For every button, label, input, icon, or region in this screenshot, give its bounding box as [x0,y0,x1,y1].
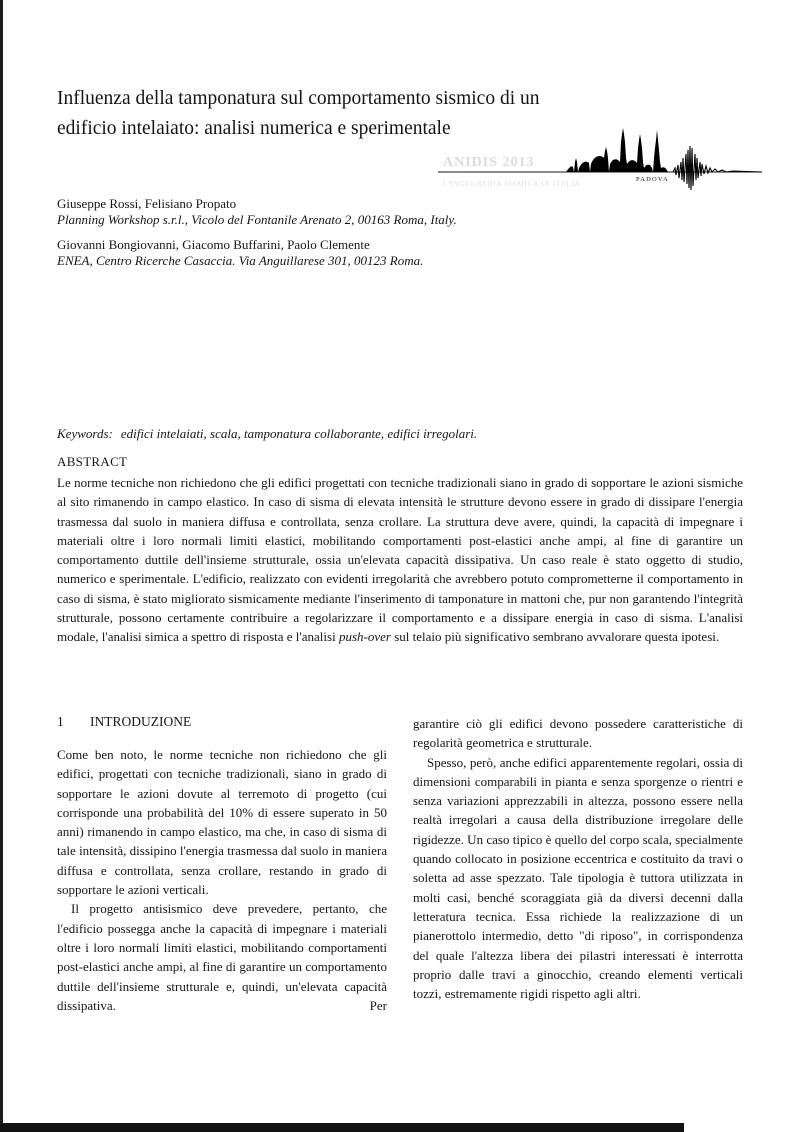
section-number: 1 [57,714,64,729]
abstract-section [57,454,743,647]
keywords-line [57,426,743,442]
keywords-text: edifici intelaiati, scala, tamponatura collaborante, edifici irregolari. [120,426,478,441]
padova-skyline-icon [566,128,668,172]
logo-watermark-line1: ANIDIS 2013 [443,155,535,170]
abstract-body [57,473,743,647]
author-affiliation-1: Planning Workshop s.r.l., Vicolo del Fontanile Arenato 2, 00163 Roma, Italy. [57,212,457,227]
intro-paragraph-3: Spesso, però, anche edifici apparentemente regolari, ossia di dimensioni comparabili in pianta e senza sporgenze o rientri e senza variazioni apprezzabili in altezza, possono essere nella realtà irregolari a causa della distribuzione irregolare delle rigidezze. Un caso tipico è quello del corpo scala, specialmente quando collocato in posizione eccentrica e costituito da travi o soletta ad asse spezzato. Tale tipologia è tuttora utilizzata in molti casi, benché scoraggiata già da diversi decenni dalla letteratura tecnica. Essa richiede la realizzazione di un pianerottolo intermedio, detto "di riposo", in corrispondenza del quale l'altezza libera dei pilastri interessati è interrotta proprio dalle travi a ginocchio, creando elementi verticali tozzi, estremamente rigidi rispetto agli altri. [413,754,743,1002]
author-names-2: Giovanni Bongiovanni, Giacomo Buffarini, Paolo Clemente [57,237,370,252]
logo-watermark-line2: L'INGEGNERIA SISMICA IN ITALIA [443,179,581,188]
keywords-label: Keywords: [57,426,113,441]
introduction-heading [57,714,387,730]
intro-paragraph-2: Il progetto antisismico deve prevedere, pertanto, che l'edificio possegga anche la capacità di impegnare i materiali oltre i loro normali limiti elastici, mobilitando comportamenti post-elastici anche ampi, al fine di garantire un comportamento duttile dell'insieme strutturale e, quindi, un'elevata capacità dissipativa. Per [57,901,387,1013]
two-column-body [57,714,743,1015]
logo-city-label: PADOVA [636,176,669,183]
scan-edge-left [0,0,3,1132]
intro-paragraph-1: Come ben noto, le norme tecniche non richiedono che gli edifici, progettati con tecniche tradizionali, siano in grado di sopportare le azioni dovute al terremoto di progetto (cui corrisponde una probabilità del 10% di essere superato in 50 anni) rimanendo in campo elastico, ma che, in caso di sisma di tale intensità, dissipino l'energia trasmessa dal suolo in maniera diffusa e controllata, senza crollare, restando in grado di sopportare le azioni verticali. [57,747,387,898]
author-affiliation-2: ENEA, Centro Ricerche Casaccia. Via Anguillarese 301, 00123 Roma. [57,253,424,268]
section-title: INTRODUZIONE [90,714,192,729]
column-left [57,714,387,1015]
abstract-heading: ABSTRACT [57,454,128,469]
intro-paragraph-2-continued: garantire ciò gli edifici devono possedere caratteristiche di regolarità geometrica e strutturale. [413,716,743,751]
seismograph-trace-icon [673,146,762,190]
scan-edge-bottom [0,1123,684,1132]
author-group-1 [57,196,657,228]
anidis-padova-logo [438,118,762,200]
column-right [413,714,743,1015]
abstract-text-part1: Le norme tecniche non richiedono che gli edifici progettati con tecniche tradizionali siano in grado di sopportare le azioni sismiche al sito rimanendo in campo elastico. In caso di sisma di elevata intensità le strutture devono essere in grado di dissipare l'energia trasmessa dal suolo in maniera diffusa e controllata, senza crollare. La struttura deve avere, quindi, la capacità di impegnare i materiali oltre i loro normali limiti elastici, mobilitando comportamenti post-elastici anche ampi, al fine di garantire un comportamento duttile dell'insieme strutturale, ossia un'elevata capacità dissipativa. Un caso reale è stato oggetto di studio, numerico e sperimentale. L'edificio, realizzato con evidenti irregolarità che avrebbero potuto comprometterne il comportamento in caso di sisma, è stato migliorato sismicamente mediante l'inserimento di tamponature in mattoni che, pur non garantendo l'integrità strutturale, possono certamente contribuire a regolarizzare il comportamento e a dissipare energia in caso di sisma. L'analisi modale, l'analisi simica a spettro di risposta e l'analisi [57,475,743,645]
abstract-italic-term: push-over [338,629,391,645]
author-names-1: Giuseppe Rossi, Felisiano Propato [57,196,237,211]
authors-block [57,196,657,278]
paper-title-line2: edificio intelaiato: analisi numerica e sperimentale [57,118,451,139]
paper-title-line1: Influenza della tamponatura sul comportamento sismico di un [57,88,540,109]
abstract-text-part2: sul telaio più significativo sembrano avvalorare questa ipotesi. [390,629,720,645]
author-group-2 [57,237,657,269]
